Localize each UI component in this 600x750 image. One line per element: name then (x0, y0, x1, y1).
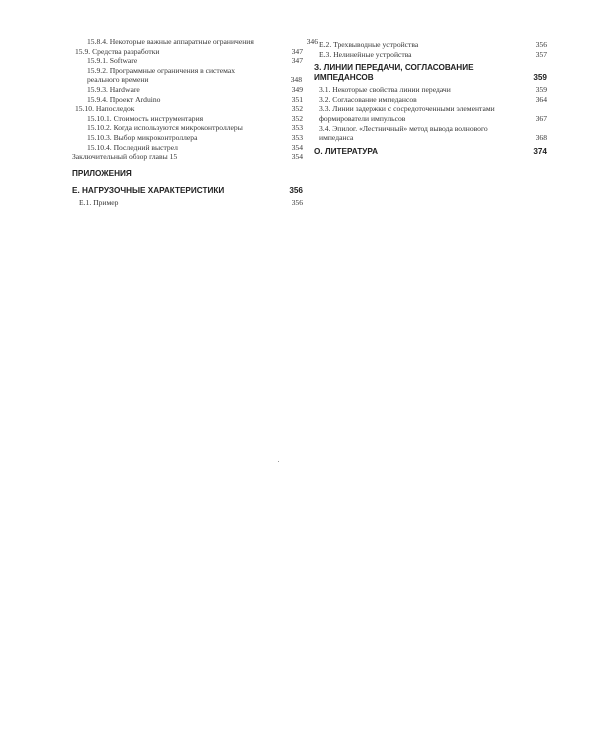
toc-entry[interactable] (72, 133, 303, 143)
toc-entry[interactable] (72, 114, 303, 124)
toc-entry[interactable] (72, 152, 303, 162)
toc-entry-title: Заключительный обзор главы 15 (72, 152, 178, 162)
toc-entry-page: 356 (535, 40, 547, 49)
toc-entry-page: 348 (290, 75, 302, 85)
toc-entry[interactable] (314, 85, 547, 95)
toc-entry-title: 15.10.3. Выбор микроконтроллера (87, 132, 198, 142)
toc-entry-page: 367 (535, 113, 547, 123)
toc-entry[interactable] (72, 104, 303, 114)
toc-entry-page: 364 (535, 94, 547, 104)
toc-entry-title: E.1. Пример (79, 197, 119, 207)
toc-entry-title: 15.10.1. Стоимость инструментария (87, 113, 204, 123)
chapter-title: З. ЛИНИИ ПЕРЕДАЧИ, СОГЛАСОВАНИЕ ИМПЕДАНСОВ (314, 63, 474, 83)
toc-entry[interactable] (72, 47, 303, 57)
toc-entry-title: 15.10. Напоследок (75, 104, 135, 114)
toc-chapter-z[interactable] (314, 63, 547, 83)
toc-entry-title: 15.9.4. Проект Arduino (87, 94, 161, 104)
toc-entry[interactable] (314, 40, 547, 50)
toc-entry-title: 3.2. Согласование импедансов (319, 94, 417, 104)
chapter-title: О. ЛИТЕРАТУРА (314, 146, 379, 156)
toc-entry-page: 351 (291, 94, 303, 104)
toc-entry[interactable] (72, 95, 303, 105)
chapter-page: 359 (533, 73, 547, 83)
toc-right-column (314, 40, 547, 157)
toc-entry-title: E.3. Нелинейные устройства (319, 49, 412, 59)
toc-entry-title: 15.9.3. Hardware (87, 84, 140, 94)
toc-entry-title: 15.9. Средства разработки (75, 46, 160, 56)
toc-entry-page: 353 (291, 132, 303, 142)
toc-entry-title: 15.9.1. Software (87, 56, 138, 66)
toc-entry-title: E.2. Трехвыводные устройства (319, 40, 419, 49)
toc-left-column (72, 37, 318, 207)
toc-entry-title: 3.3. Линии задержки с сосредоточенными элементами формирователи импульсов (319, 104, 495, 123)
toc-entry-page: 353 (291, 123, 303, 133)
toc-chapter-e[interactable] (72, 186, 303, 196)
chapter-page: 374 (533, 146, 547, 156)
toc-entry-title: 15.9.2. Программные ограничения в системах реального времени (87, 65, 236, 85)
toc-entry-page: 356 (291, 197, 303, 207)
toc-chapter-o[interactable] (314, 147, 547, 157)
toc-entry[interactable] (314, 104, 547, 123)
toc-entry-page: 352 (291, 104, 303, 114)
toc-entry-page: 347 (291, 56, 303, 66)
page-speck (278, 461, 279, 462)
toc-entry-title: 15.10.4. Последний выстрел (87, 142, 178, 152)
toc-entry[interactable] (72, 143, 303, 153)
toc-entry[interactable] (72, 65, 302, 85)
toc-entry-page: 347 (291, 46, 303, 56)
toc-entry-page: 359 (535, 85, 547, 95)
toc-entry[interactable] (314, 95, 547, 105)
toc-entry[interactable] (72, 123, 303, 133)
toc-entry[interactable] (314, 124, 547, 143)
toc-entry-title: 3.4. Эпилог. «Лестничный» метод вывода волнового импеданса (319, 123, 488, 143)
appendices-heading: ПРИЛОЖЕНИЯ (72, 168, 132, 178)
toc-entry[interactable] (72, 37, 318, 47)
toc-entry-page: 349 (291, 84, 303, 94)
toc-entry-title: 3.1. Некоторые свойства линии передачи (319, 85, 451, 95)
toc-entry-page: 354 (291, 152, 303, 162)
toc-entry-page: 352 (291, 113, 303, 123)
toc-entry-page: 346 (306, 37, 318, 46)
toc-entry-page: 354 (291, 142, 303, 152)
toc-entry[interactable] (72, 85, 303, 95)
chapter-title: E. НАГРУЗОЧНЫЕ ХАРАКТЕРИСТИКИ (72, 185, 225, 195)
toc-entry-page: 368 (535, 133, 547, 143)
toc-entry-title: 15.10.2. Когда используются микроконтроллеры (87, 123, 243, 133)
toc-entry[interactable] (314, 50, 547, 60)
toc-entry-title: 15.8.4. Некоторые важные аппаратные ограничения (87, 37, 254, 46)
chapter-page: 356 (289, 185, 303, 195)
toc-entry[interactable] (72, 56, 303, 66)
toc-entry[interactable] (72, 198, 303, 208)
toc-entry-page: 357 (535, 49, 547, 59)
